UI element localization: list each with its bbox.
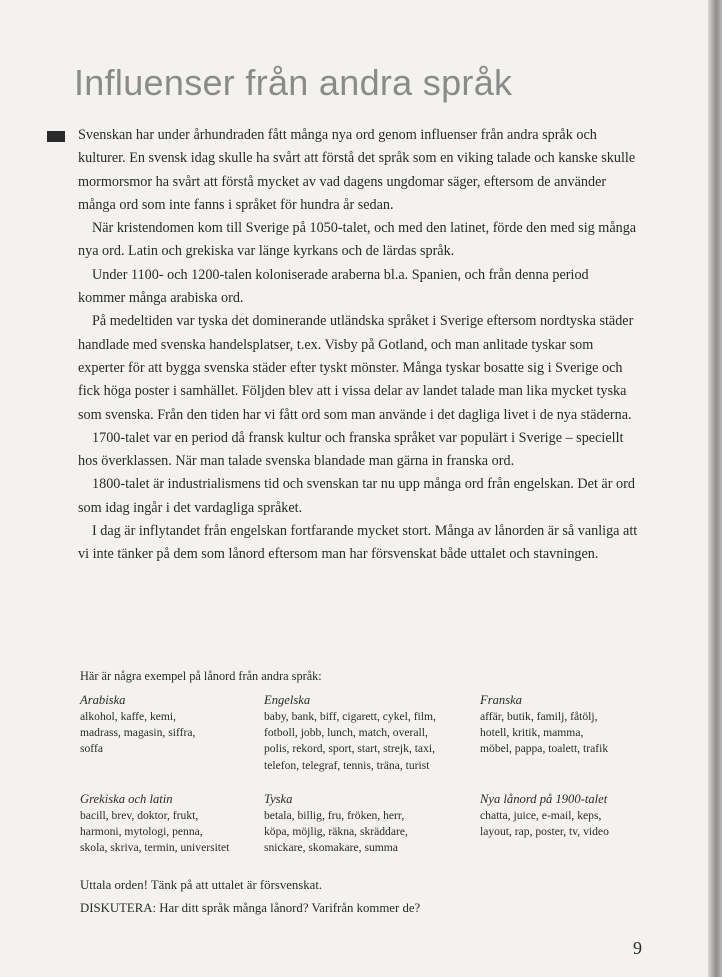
examples-heading: Franska: [480, 693, 522, 707]
examples-line: möbel, pappa, toalett, trafik: [480, 742, 609, 756]
examples-heading: Tyska: [264, 792, 293, 806]
examples-line: köpa, möjlig, räkna, skräddare,: [264, 825, 408, 839]
examples-line: snickare, skomakare, summa: [264, 841, 398, 855]
examples-intro: Här är några exempel på lånord från andra språk:: [80, 669, 322, 683]
paragraph: 1700-talet var en period då fransk kultur och franska språket var populärt i Sverige – speciellt hos överklassen. När man talade svenska blandade man gärna in franska ord.: [78, 429, 624, 470]
examples-heading: Arabiska: [80, 693, 126, 707]
paragraph: Svenskan har under århundraden fått många nya ord genom influenser från andra språk och kulturer. En svensk idag skulle ha svårt att förstå det språk som en viking talade och kanske skulle mormorsmor ha svårt att förstå mycket av vad dagens ungdomar säger, eftersom de använder många ord som inte fanns i språket för hundra år sedan.: [78, 127, 636, 213]
examples-english: [264, 692, 474, 774]
paragraph: I dag är inflytandet från engelskan fortfarande mycket stort. Många av lånorden är så vanliga att vi inte tänker på dem som lånord eftersom man har försvenskat både uttalet och stavningen.: [78, 523, 638, 563]
examples-line: soffa: [80, 742, 103, 756]
examples-heading: Grekiska och latin: [80, 792, 173, 806]
examples-line: bacill, brev, doktor, frukt,: [80, 809, 199, 822]
examples-line: madrass, magasin, siffra,: [80, 726, 196, 740]
body-text: [78, 124, 638, 567]
examples-greek-latin: [80, 791, 250, 857]
examples-line: skola, skriva, termin, universitet: [80, 841, 230, 855]
page-edge: [708, 0, 722, 977]
examples-line: telefon, telegraf, tennis, träna, turist: [264, 758, 430, 772]
section-marker: [47, 131, 65, 142]
pronounce-instruction: Uttala orden! Tänk på att uttalet är försvenskat.: [80, 878, 323, 892]
examples-line: baby, bank, biff, cigarett, cykel, film,: [264, 710, 436, 723]
examples-line: betala, billig, fru, fröken, herr,: [264, 809, 405, 822]
page-number: 9: [633, 938, 642, 958]
examples-german: [264, 791, 474, 857]
paragraph: 1800-talet är industrialismens tid och svenskan tar nu upp många ord från engelskan. Det är ord som idag ingår i det vardagliga språket.: [78, 476, 635, 516]
paragraph: Under 1100- och 1200-talen koloniserade araberna bl.a. Spanien, och från denna period kommer många arabiska ord.: [78, 266, 589, 307]
examples-line: affär, butik, familj, fåtölj,: [480, 710, 598, 723]
paragraph: På medeltiden var tyska det dominerande utländska språket i Sverige eftersom nordtyska städer handlade med svenska handelsplatser, t.ex. Visby på Gotland, och man anlitade tyskar som experter för att bygga svenska städer efter tyskt mönster. Många tyskar bosatte sig i Sverige och fick höga poster i samhället. Följden blev att i vissa delar av landet talade man lika mycket tyska som svenska. Från den tiden har vi fått ord som man använde i det dagliga livet i de nya städerna.: [78, 313, 634, 423]
examples-line: fotboll, jobb, lunch, match, overall,: [264, 726, 428, 740]
examples-line: layout, rap, poster, tv, video: [480, 825, 609, 839]
examples-heading: Nya lånord på 1900-talet: [480, 792, 608, 806]
page-title: Influenser från andra språk: [74, 62, 513, 103]
examples-line: chatta, juice, e-mail, keps,: [480, 809, 602, 822]
examples-heading: Engelska: [264, 693, 311, 707]
examples-line: polis, rekord, sport, start, strejk, taxi,: [264, 742, 435, 756]
examples-arabic: [80, 692, 250, 758]
paragraph: När kristendomen kom till Sverige på 1050-talet, och med den latinet, förde den med sig många nya ord. Latin och grekiska var länge kyrkans och de lärdas språk.: [78, 220, 637, 260]
discuss-question: DISKUTERA: Har ditt språk många lånord? Varifrån kommer de?: [80, 901, 421, 915]
examples-line: harmoni, mytologi, penna,: [80, 825, 203, 839]
examples-new-1900s: [480, 791, 650, 840]
examples-line: hotell, kritik, mamma,: [480, 726, 584, 740]
examples-line: alkohol, kaffe, kemi,: [80, 710, 177, 723]
examples-french: [480, 692, 650, 758]
